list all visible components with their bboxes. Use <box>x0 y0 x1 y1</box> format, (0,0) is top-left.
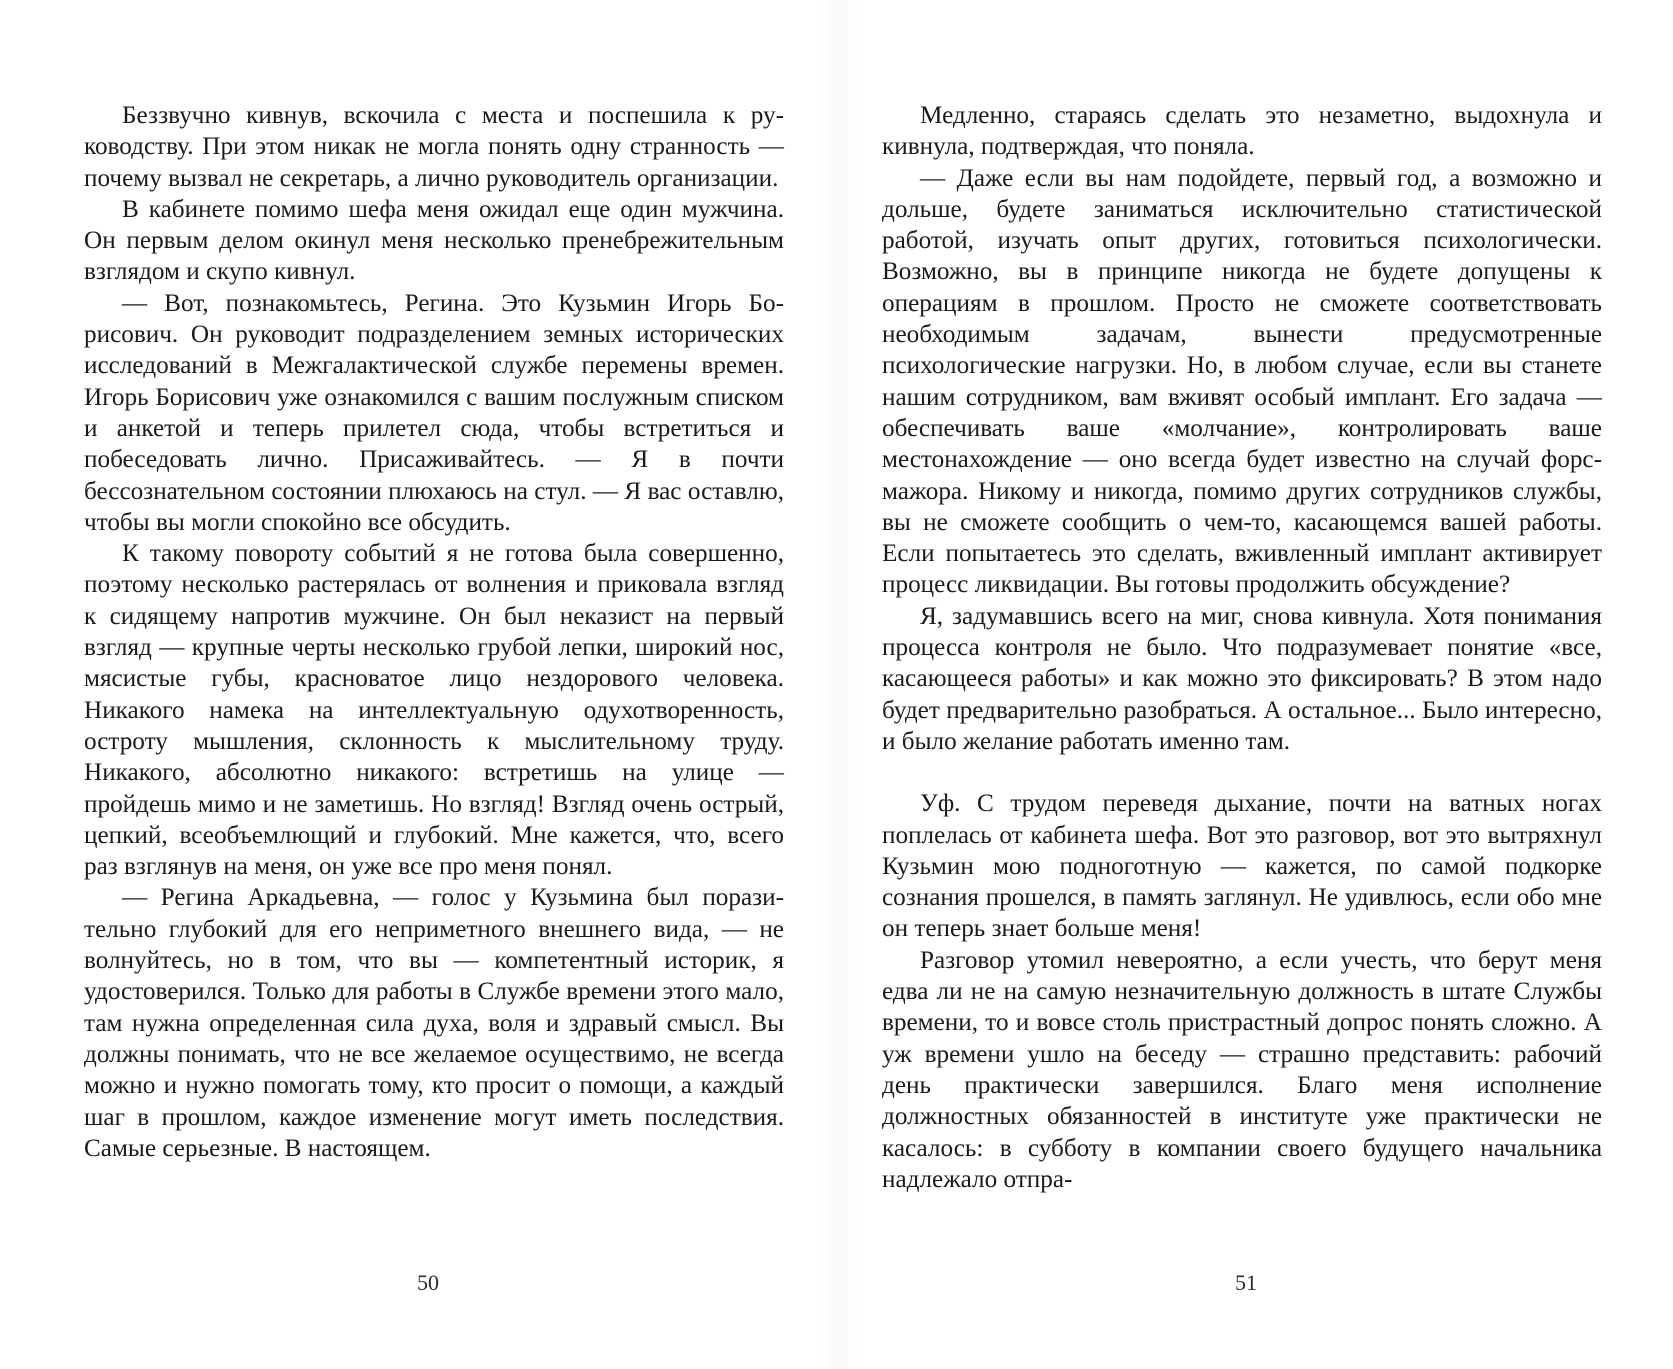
page-number-right: 51 <box>1235 1270 1257 1295</box>
paragraph: В кабинете помимо шефа меня ожидал еще один мужчина. Он первым делом окинул меня несколько пренебрежительным взглядом и скупо кивнул. <box>84 195 784 286</box>
paragraph: К такому повороту событий я не готова была совершенно, поэтому несколько растерялась от волнения и приковала взгляд к сидящему напротив мужчине. Он был неказист на первый взгляд — крупные черты несколько грубой лепки, широкий нос, мясистые губы, красноватое лицо нездорового человека. Никакого намека на интеллектуальную одухотворенность, остроту мышления, склонность к мыслительному труду. Никакого, абсолютно никакого: встретишь на улице — пройдешь мимо и не заметишь. Но взгляд! Взгляд очень острый, цепкий, всеобъемлющий и глубокий. Мне кажется, что, всего раз взглянув на меня, он уже все про меня понял. <box>84 540 784 881</box>
left-page-text <box>84 100 784 1164</box>
paragraph: — Вот, познакомьтесь, Регина. Это Кузьмин Игорь Борисович. Он руководит подразделением земных исторических исследований в Межгалактической службе перемены времен. Игорь Борисович уже ознакомился с вашим послужным списком и анкетой и теперь прилетел сюда, чтобы встретиться и побеседовать лично. Присаживайтесь. — Я в почти бессознательном состоянии плюхаюсь на стул. — Я вас оставлю, чтобы вы могли спокойно все обсудить. <box>84 289 784 536</box>
paragraph: Уф. С трудом переведя дыхание, почти на ватных ногах поплелась от кабинета шефа. Вот это разговор, вот это вытряхнул Кузьмин мою подноготную — кажется, по самой подкорке сознания прошелся, в память заглянул. Не удивлюсь, если обо мне он теперь знает больше меня! <box>882 790 1602 943</box>
paragraph: Разговор утомил невероятно, а если учесть, что берут меня едва ли не на самую незначительную должность в штате Службы времени, то и вовсе столь пристрастный допрос понять сложно. А уж времени ушло на беседу — страшно представить: рабочий день практически завершился. Благо меня исполнение должностных обязанностей в институте уже практически не касалось: в субботу в компании своего будущего начальника надлежало отпра- <box>882 946 1602 1193</box>
right-page-text <box>882 100 1602 1195</box>
paragraph: Беззвучно кивнув, вскочила с места и поспешила к руководству. При этом никак не могла понять одну странность — почему вызвал не секретарь, а лично руководитель организации. <box>84 102 784 192</box>
page-number-left: 50 <box>417 1270 439 1295</box>
paragraph: — Даже если вы нам подойдете, первый год, а возможно и дольше, будете заниматься исключительно статистической работой, изучать опыт других, готовиться психологически. Возможно, вы в принципе никогда не будете допущены к операциям в прошлом. Просто не сможете соответствовать необходимым задачам, вынести предусмотренные психологические нагрузки. Но, в любом случае, если вы станете нашим сотрудником, вам вживят особый имплант. Его задача — обеспечивать ваше «молчание», контролировать ваше местонахождение — оно всегда будет известно на случай форс-мажора. Никому и никогда, помимо других сотрудников службы, вы не сможете сообщить о чем-то, касающемся вашей работы. Если попытаетесь это сделать, вживленный имплант активирует процесс ликвидации. Вы готовы продолжить обсуждение? <box>882 164 1602 599</box>
paragraph: Я, задумавшись всего на миг, снова кивнула. Хотя понимания процесса контроля не было. Что подразумевает понятие «все, касающееся работы» и как можно это фиксировать? В этом надо будет предварительно разобраться. А остальное... Было интересно, и было желание работать именно там. <box>882 602 1602 755</box>
paragraph: Медленно, стараясь сделать это незаметно, выдохнула и кивнула, подтверждая, что поняла. <box>882 102 1602 161</box>
book-gutter <box>820 0 860 1369</box>
paragraph: — Регина Аркадьевна, — голос у Кузьмина был поразительно глубокий для его неприметного внешнего вида, — не волнуйтесь, но в том, что вы — компетентный историк, я удостоверился. Только для работы в Службе времени этого мало, там нужна определенная сила духа, воля и здравый смысл. Вы должны понимать, что не все желаемое осуществимо, не всегда можно и нужно помогать тому, кто просит о помощи, а каждый шаг в прошлом, каждое изменение могут иметь последствия. Самые серьезные. В настоящем. <box>84 884 784 1162</box>
